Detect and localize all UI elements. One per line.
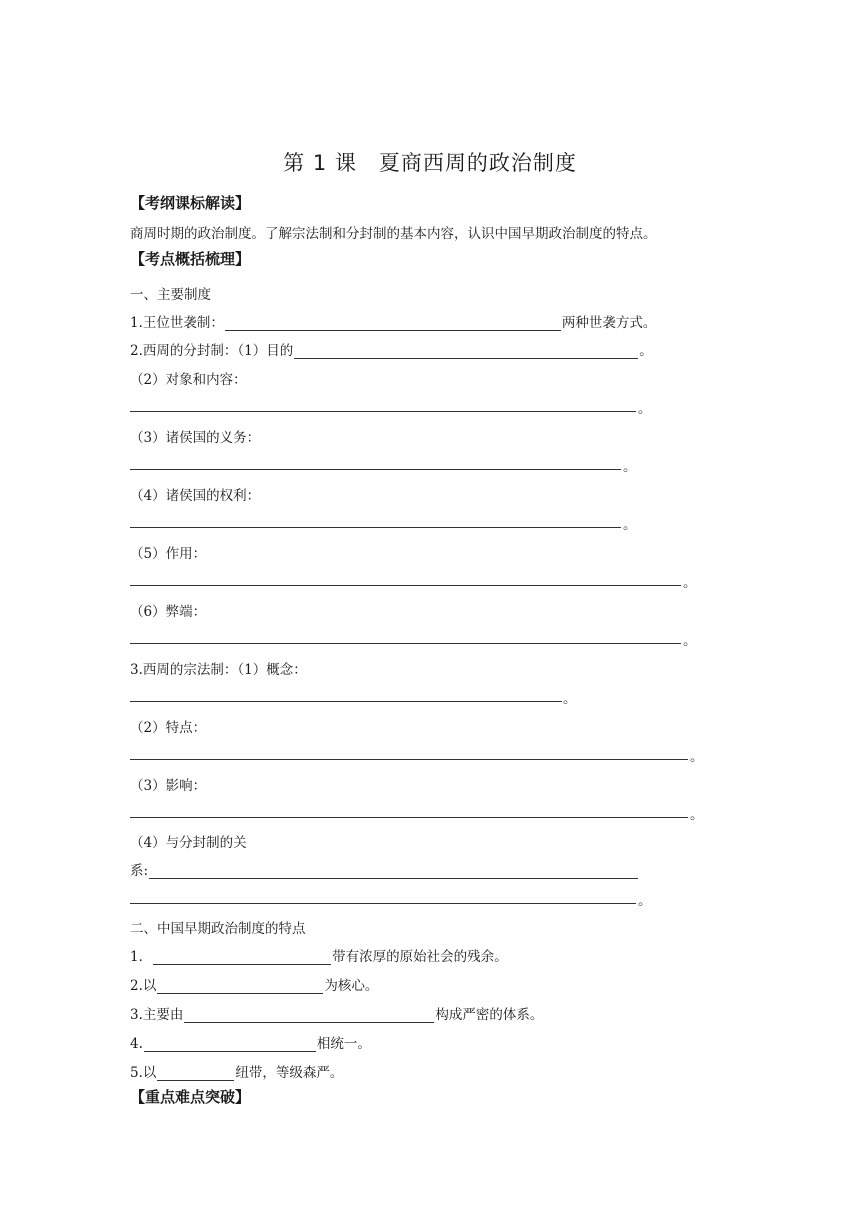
q2-6-blank[interactable] [130, 643, 681, 644]
q2-5-label: （5）作用： [130, 546, 207, 562]
outline-text: 商周时期的政治制度。了解宗法制和分封制的基本内容，认识中国早期政治制度的特点。 [130, 226, 657, 242]
q3-4-blank-2[interactable] [130, 903, 636, 904]
feature-5-suffix: 纽带，等级森严。 [235, 1065, 344, 1081]
q3-4-blank-1[interactable] [149, 863, 638, 879]
feature-2-blank[interactable] [157, 978, 323, 994]
q3-3-period: 。 [690, 807, 704, 823]
part1-heading: 一、主要制度 [130, 287, 211, 303]
item1-blank[interactable] [225, 315, 561, 331]
q3-2-label: （2）特点： [130, 720, 207, 736]
part2-heading: 二、中国早期政治制度的特点 [130, 921, 306, 937]
feature-4-blank[interactable] [144, 1036, 316, 1052]
q3-2-blank[interactable] [130, 759, 688, 760]
feature-1-suffix: 带有浓厚的原始社会的残余。 [332, 949, 508, 965]
q3-2-period: 。 [690, 749, 704, 765]
item2-blank[interactable] [294, 343, 638, 359]
q3-4-label: （4）与分封制的关 [130, 835, 247, 851]
item3-blank[interactable] [130, 701, 562, 702]
feature-2 [130, 974, 378, 994]
q2-3-period: 。 [623, 459, 637, 475]
item2-suffix: 。 [639, 343, 653, 359]
feature-3-prefix: 3.主要由 [130, 1007, 184, 1023]
feature-1 [130, 945, 508, 965]
q2-3-label: （3）诸侯国的义务： [130, 430, 261, 446]
feature-2-suffix: 为核心。 [324, 978, 379, 994]
item2-prefix: 2.西周的分封制：（1）目的 [130, 343, 294, 359]
item2 [130, 339, 653, 359]
section-heading-summary: 【考点概括梳理】 [130, 250, 251, 268]
q2-6-label: （6）弊端： [130, 604, 207, 620]
q2-4-label: （4）诸侯国的权利： [130, 488, 261, 504]
item3-label: 3.西周的宗法制：（1）概念： [130, 662, 307, 678]
feature-3-suffix: 构成严密的体系。 [435, 1007, 544, 1023]
q2-5-blank[interactable] [130, 585, 681, 586]
q2-5-period: 。 [683, 575, 697, 591]
q3-4-period: 。 [638, 893, 652, 909]
feature-2-prefix: 2.以 [130, 978, 157, 994]
q2-3-blank[interactable] [130, 469, 621, 470]
q3-4-label-cont [130, 859, 639, 879]
section-heading-key: 【重点难点突破】 [130, 1088, 251, 1106]
item1 [130, 311, 656, 331]
q3-3-blank[interactable] [130, 817, 688, 818]
feature-4-prefix: 4. [130, 1036, 143, 1052]
feature-3-blank[interactable] [184, 1007, 434, 1023]
q2-2-label: （2）对象和内容： [130, 372, 247, 388]
feature-5 [130, 1061, 343, 1081]
page-title: 第 1 课 夏商西周的政治制度 [283, 151, 577, 175]
item1-prefix: 1.王位世袭制： [130, 315, 224, 331]
q2-4-period: 。 [623, 517, 637, 533]
item1-suffix: 两种世袭方式。 [561, 315, 657, 331]
section-heading-outline: 【考纲课标解读】 [130, 194, 251, 212]
q2-2-period: 。 [638, 401, 652, 417]
feature-3 [130, 1003, 543, 1023]
feature-5-prefix: 5.以 [130, 1065, 157, 1081]
feature-4-suffix: 相统一。 [316, 1036, 371, 1052]
feature-1-blank[interactable] [153, 949, 331, 965]
feature-1-prefix: 1． [130, 949, 153, 965]
item3-period: 。 [563, 691, 577, 707]
feature-5-blank[interactable] [157, 1065, 234, 1081]
q2-4-blank[interactable] [130, 527, 621, 528]
q3-3-label: （3）影响： [130, 778, 207, 794]
q2-6-period: 。 [683, 633, 697, 649]
q3-4-prefix: 系: [130, 863, 149, 879]
feature-4 [130, 1032, 371, 1052]
q2-2-blank[interactable] [130, 411, 636, 412]
